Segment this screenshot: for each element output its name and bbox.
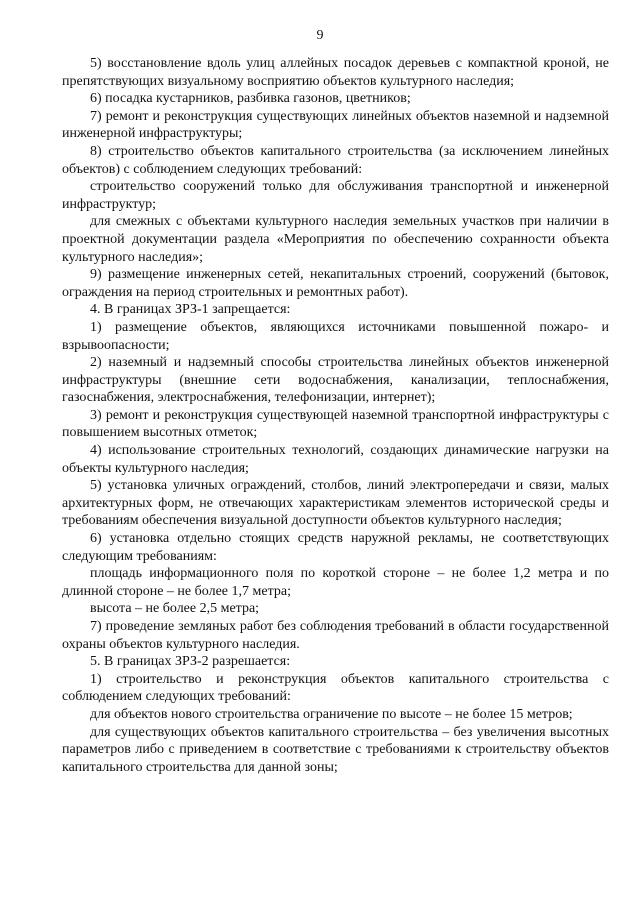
paragraph: 8) строительство объектов капитального строительства (за исключением линейных объектов) с соблюдением следующих требований: bbox=[62, 143, 609, 177]
paragraph: 5) установка уличных ограждений, столбов, линий электропередачи и связи, малых архитектурных форм, не отвечающих характеристикам элементов исторической среды и требованиям обеспечения визуальной доступности объектов культурного наследия; bbox=[62, 478, 609, 529]
paragraph: площадь информационного поля по короткой стороне – не более 1,2 метра и по длинной стороне – не более 1,7 метра; bbox=[62, 566, 609, 599]
paragraph: 1) размещение объектов, являющихся источниками повышенной пожаро- и взрывоопасности; bbox=[62, 319, 609, 353]
paragraph: 5) восстановление вдоль улиц аллейных посадок деревьев с компактной кроной, не препятствующих визуальному восприятию объектов культурного наследия; bbox=[62, 56, 609, 89]
paragraph: 7) ремонт и реконструкция существующих линейных объектов наземной и надземной инженерной инфраструктуры; bbox=[62, 108, 609, 142]
paragraph: 1) строительство и реконструкция объектов капитального строительства с соблюдением следующих требований: bbox=[62, 671, 609, 705]
section-heading: 5. В границах ЗРЗ-2 разрешается: bbox=[90, 654, 291, 670]
paragraph: 6) установка отдельно стоящих средств наружной рекламы, не соответствующих следующим требованиям: bbox=[62, 531, 609, 564]
paragraph: 2) наземный и надземный способы строительства линейных объектов инженерной инфраструктуры (внешние сети водоснабжения, канализации, теплоснабжения, газоснабжения, электроснабжения, телефонизации, интернет); bbox=[62, 355, 609, 406]
paragraph: 3) ремонт и реконструкция существующей наземной транспортной инфраструктуры с повышением высотных отметок; bbox=[62, 407, 609, 441]
document-body bbox=[62, 55, 609, 776]
paragraph: 6) посадка кустарников, разбивка газонов, цветников; bbox=[90, 91, 411, 107]
paragraph: для существующих объектов капитального строительства – без увеличения высотных параметров либо с приведением в соответствие с требованиями к строительству объектов капитального строительства для данной зоны; bbox=[62, 724, 609, 775]
paragraph: 7) проведение земляных работ без соблюдения требований в области государственной охраны объектов культурного наследия. bbox=[62, 619, 609, 652]
paragraph: строительство сооружений только для обслуживания транспортной и инженерной инфраструктур; bbox=[62, 179, 609, 212]
paragraph: 9) размещение инженерных сетей, некапитальных строений, сооружений (бытовок, ограждения на период строительных и ремонтных работ). bbox=[62, 267, 609, 300]
section-heading: 4. В границах ЗРЗ-1 запрещается: bbox=[90, 302, 291, 318]
paragraph: 4) использование строительных технологий, создающих динамические нагрузки на объекты культурного наследия; bbox=[62, 443, 609, 476]
paragraph: для смежных с объектами культурного наследия земельных участков при наличии в проектной документации раздела «Мероприятия по обеспечению сохранности объекта культурного наследия»; bbox=[62, 214, 609, 265]
paragraph: для объектов нового строительства ограничение по высоте – не более 15 метров; bbox=[90, 706, 573, 722]
page-number: 9 bbox=[316, 28, 324, 43]
paragraph: высота – не более 2,5 метра; bbox=[90, 601, 260, 617]
